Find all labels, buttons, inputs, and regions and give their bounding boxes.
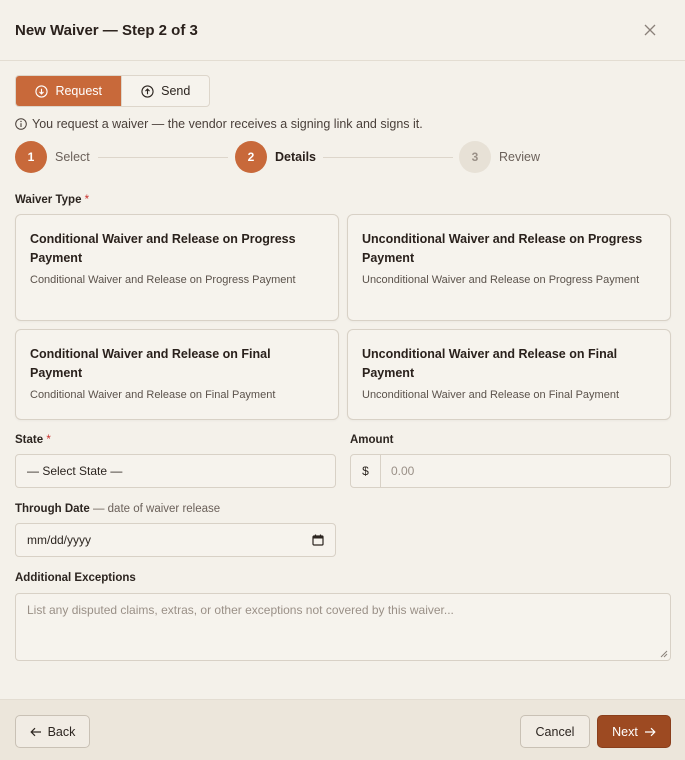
- dialog-header: [0, 0, 685, 61]
- calendar-icon[interactable]: [312, 534, 324, 546]
- waiver-option-card[interactable]: [15, 329, 339, 420]
- state-label: [15, 434, 336, 446]
- cancel-label: Cancel: [535, 724, 575, 739]
- cancel-button[interactable]: [520, 715, 590, 748]
- step-select: [15, 141, 90, 173]
- download-circle-icon: [35, 85, 48, 98]
- waiver-option-description: Unconditional Waiver and Release on Final Payment: [362, 389, 620, 401]
- back-label: Back: [47, 724, 76, 739]
- through-date-group: [15, 503, 671, 557]
- step-connector: [323, 157, 453, 158]
- amount-field-group: [350, 434, 671, 488]
- through-date-label-text: Through Date: [15, 503, 90, 515]
- step-connector: [98, 157, 228, 158]
- close-icon: [644, 24, 656, 36]
- through-date-input[interactable]: [15, 523, 336, 557]
- arrow-right-icon: [644, 727, 656, 737]
- step-details: [235, 141, 316, 173]
- send-mode-label: Send: [161, 84, 191, 98]
- waiver-type-label: [15, 194, 671, 206]
- currency-prefix: $: [351, 455, 381, 487]
- amount-input[interactable]: 0.00: [391, 464, 415, 478]
- date-placeholder: mm/dd/yyyy: [27, 533, 92, 547]
- close-button[interactable]: [638, 18, 662, 42]
- step-label: Select: [55, 150, 90, 164]
- required-mark: *: [84, 194, 90, 206]
- info-icon: [15, 118, 27, 130]
- waiver-option-title: Conditional Waiver and Release on Final Payment: [30, 347, 271, 380]
- step-label: Review: [499, 150, 540, 164]
- waiver-option-description: Conditional Waiver and Release on Final Payment: [30, 389, 276, 401]
- mode-toggle: [15, 75, 210, 107]
- step-number: 2: [235, 141, 267, 173]
- waiver-option-card[interactable]: [347, 329, 671, 420]
- waiver-type-label-text: Waiver Type: [15, 194, 82, 206]
- through-date-label: [15, 503, 671, 515]
- step-number: 1: [15, 141, 47, 173]
- waiver-option-description: Unconditional Waiver and Release on Progress Payment: [362, 274, 640, 286]
- next-button[interactable]: [597, 715, 671, 748]
- waiver-option-card[interactable]: [15, 214, 339, 321]
- exceptions-placeholder: List any disputed claims, extras, or other exceptions not covered by this waiver...: [27, 603, 454, 617]
- waiver-option-title: Unconditional Waiver and Release on Progress Payment: [362, 232, 643, 265]
- step-label: Details: [275, 150, 316, 164]
- upload-circle-icon: [141, 85, 154, 98]
- exceptions-textarea[interactable]: [15, 593, 671, 661]
- step-number: 3: [459, 141, 491, 173]
- waiver-type-options: [15, 214, 671, 420]
- waiver-option-title: Unconditional Waiver and Release on Final Payment: [362, 347, 618, 380]
- waiver-option-card[interactable]: [347, 214, 671, 321]
- request-mode-button[interactable]: [16, 76, 121, 106]
- amount-field: [350, 454, 671, 488]
- dialog-footer: [0, 699, 685, 760]
- state-label-text: State: [15, 434, 44, 446]
- send-mode-button[interactable]: [121, 76, 209, 106]
- info-text: You request a waiver — the vendor receives a signing link and signs it.: [32, 117, 423, 131]
- state-amount-row: [15, 434, 671, 488]
- step-review: [459, 141, 540, 173]
- dialog-body: [15, 75, 671, 661]
- back-button[interactable]: [15, 715, 90, 748]
- request-mode-label: Request: [55, 84, 102, 98]
- waiver-option-description: Conditional Waiver and Release on Progress Payment: [30, 274, 296, 286]
- state-select-value: — Select State —: [27, 464, 123, 478]
- mode-info: [15, 117, 671, 131]
- through-date-hint: — date of waiver release: [92, 503, 221, 515]
- dialog-title: New Waiver — Step 2 of 3: [15, 21, 198, 39]
- state-select[interactable]: [15, 454, 336, 488]
- resize-grip-icon[interactable]: [660, 650, 668, 658]
- state-field-group: [15, 434, 336, 488]
- next-label: Next: [612, 724, 638, 739]
- stepper: [15, 141, 671, 175]
- required-mark: *: [46, 434, 51, 446]
- exceptions-group: [15, 572, 671, 661]
- waiver-option-title: Conditional Waiver and Release on Progress Payment: [30, 232, 296, 265]
- amount-label: Amount: [350, 434, 394, 446]
- arrow-left-icon: [30, 727, 42, 737]
- exceptions-label: Additional Exceptions: [15, 572, 136, 584]
